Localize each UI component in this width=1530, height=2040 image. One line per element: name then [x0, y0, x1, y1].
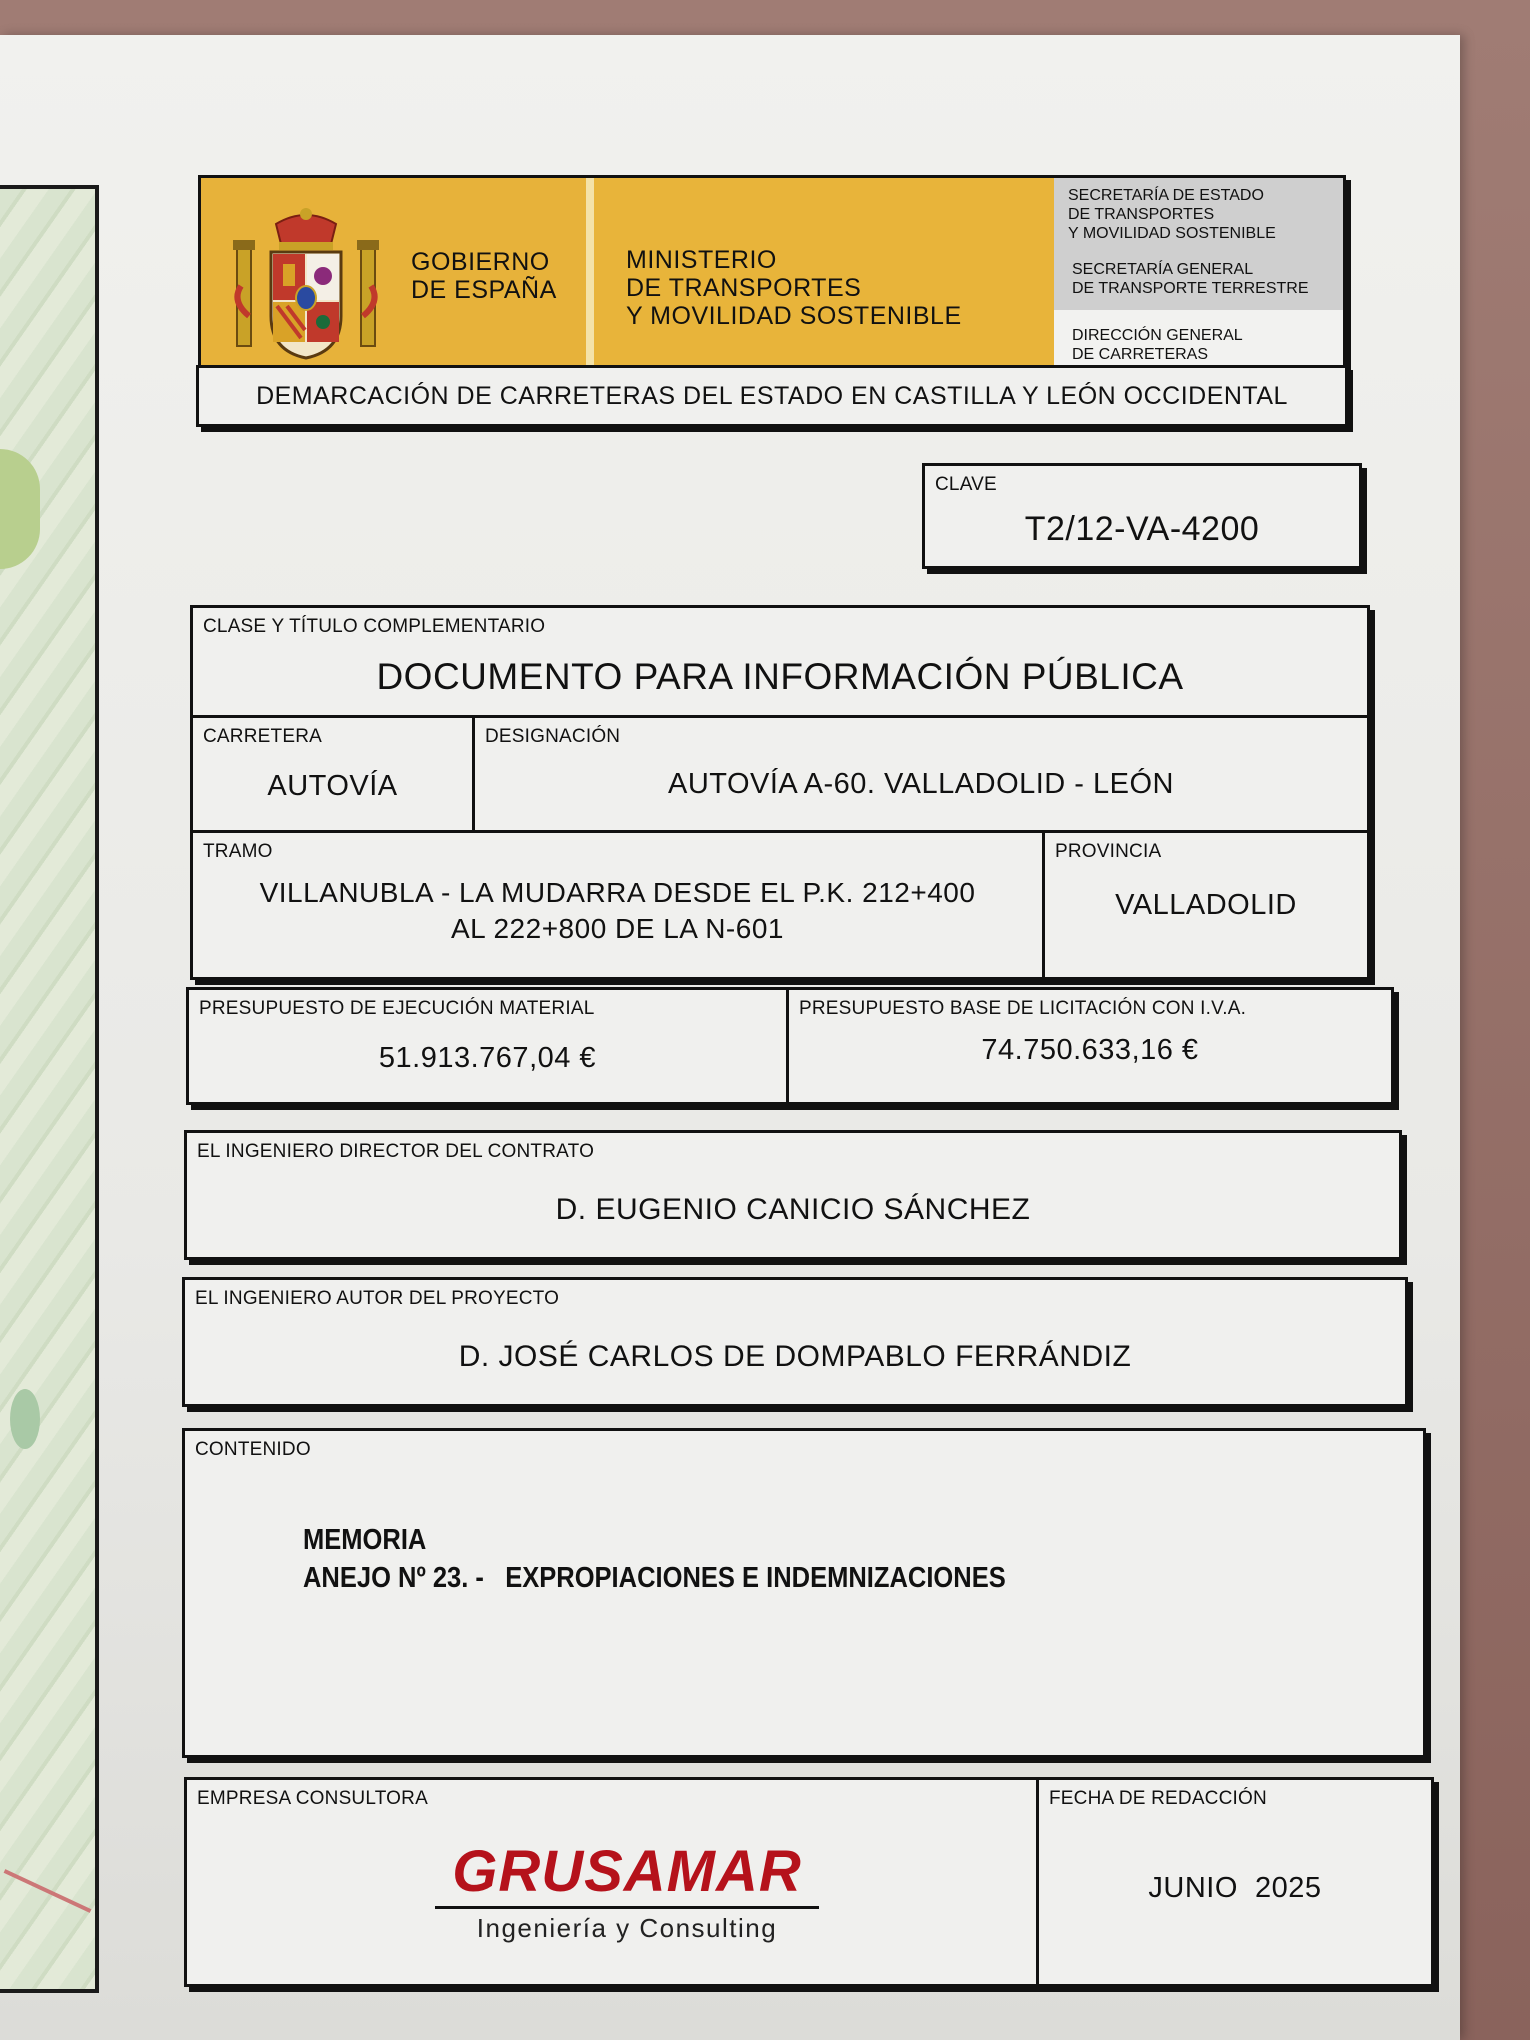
logo-rule: [435, 1906, 819, 1909]
autor-box: [182, 1277, 1408, 1407]
carretera-label: CARRETERA: [203, 726, 322, 747]
sec-line: DE TRANSPORTE TERRESTRE: [1072, 280, 1309, 297]
director-box: [184, 1130, 1402, 1260]
clase-label: CLASE Y TÍTULO COMPLEMENTARIO: [203, 616, 546, 637]
carretera-value: AUTOVÍA: [267, 770, 398, 802]
ministerio-line: Y MOVILIDAD SOSTENIBLE: [626, 302, 962, 330]
gobierno-text: [411, 248, 557, 304]
provincia-value: VALLADOLID: [1115, 889, 1297, 921]
fecha-cell: [1039, 1780, 1431, 1984]
map-region: [10, 1389, 40, 1449]
designacion-label: DESIGNACIÓN: [485, 726, 621, 747]
fecha-value: JUNIO 2025: [1148, 1872, 1322, 1904]
provincia-label: PROVINCIA: [1055, 841, 1162, 862]
contenido-label: CONTENIDO: [195, 1439, 311, 1460]
provincia-cell: [1045, 833, 1367, 977]
gobierno-line: GOBIERNO: [411, 248, 550, 276]
ministerio-text: [626, 246, 962, 330]
gobierno-panel: [201, 178, 586, 387]
presupuesto-licitacion-value: 74.750.633,16 €: [981, 1034, 1199, 1066]
clave-value: T2/12-VA-4200: [1024, 510, 1260, 548]
tramo-line: AL 222+800 DE LA N-601: [451, 913, 784, 944]
designacion-value: AUTOVÍA A-60. VALLADOLID - LEÓN: [667, 768, 1174, 800]
sec-line: SECRETARÍA GENERAL: [1072, 261, 1254, 278]
sec-line: Y MOVILIDAD SOSTENIBLE: [1068, 225, 1276, 242]
contenido-list: [303, 1521, 1006, 1597]
header-divider: [586, 178, 594, 387]
coat-of-arms-icon: [231, 206, 381, 366]
empresa-label: EMPRESA CONSULTORA: [197, 1788, 428, 1809]
logo-tagline: Ingeniería y Consulting: [476, 1913, 778, 1943]
government-header: [198, 175, 1346, 390]
document-cover: [0, 35, 1460, 2040]
secretaria-panel: [1054, 178, 1343, 387]
demarcacion-box: [196, 365, 1348, 427]
ministerio-line: MINISTERIO: [626, 246, 777, 274]
fecha-label: FECHA DE REDACCIÓN: [1049, 1788, 1267, 1809]
empresa-cell: [187, 1780, 1039, 1984]
clase-value: DOCUMENTO PARA INFORMACIÓN PÚBLICA: [376, 656, 1184, 697]
autor-value: D. JOSÉ CARLOS DE DOMPABLO FERRÁNDIZ: [458, 1340, 1132, 1373]
clave-box: [922, 463, 1362, 569]
autor-label: EL INGENIERO AUTOR DEL PROYECTO: [195, 1288, 560, 1309]
contenido-box: [182, 1428, 1426, 1758]
presupuesto-box: [186, 987, 1394, 1105]
clase-cell: [193, 608, 1367, 718]
director-value: D. EUGENIO CANICIO SÁNCHEZ: [555, 1193, 1031, 1226]
empresa-fecha-box: [184, 1777, 1434, 1987]
contenido-item: MEMORIA: [303, 1524, 427, 1556]
presupuesto-material-value: 51.913.767,04 €: [378, 1042, 597, 1074]
map-region: [0, 449, 40, 569]
tramo-cell: [193, 833, 1045, 977]
sec-line: DIRECCIÓN GENERAL: [1072, 327, 1243, 344]
sec-line: DE TRANSPORTES: [1068, 206, 1215, 223]
sec-line: SECRETARÍA DE ESTADO: [1068, 187, 1264, 204]
proyecto-table: [190, 605, 1370, 980]
map-strip: [0, 185, 99, 1993]
map-road: [4, 1869, 92, 1913]
sec-line: DE CARRETERAS: [1072, 346, 1209, 363]
ministerio-line: DE TRANSPORTES: [626, 274, 862, 302]
carretera-cell: [193, 718, 475, 833]
ministerio-panel: [594, 178, 1054, 387]
anejo-number: ANEJO Nº 23. -: [303, 1562, 484, 1594]
logo-name: GRUSAMAR: [452, 1839, 802, 1904]
contenido-item: [303, 1559, 1006, 1597]
presupuesto-licitacion-label: PRESUPUESTO BASE DE LICITACIÓN CON I.V.A.: [799, 998, 1247, 1019]
gobierno-line: DE ESPAÑA: [411, 276, 557, 304]
presupuesto-licitacion-cell: [789, 990, 1391, 1102]
presupuesto-material-label: PRESUPUESTO DE EJECUCIÓN MATERIAL: [199, 998, 595, 1019]
tramo-value: [193, 875, 1042, 947]
director-label: EL INGENIERO DIRECTOR DEL CONTRATO: [197, 1141, 595, 1162]
designacion-cell: [475, 718, 1367, 833]
presupuesto-material-cell: [189, 990, 789, 1102]
secretaria-estado: [1068, 186, 1276, 243]
demarcacion-text: DEMARCACIÓN DE CARRETERAS DEL ESTADO EN CASTILLA Y LEÓN OCCIDENTAL: [256, 382, 1288, 410]
anejo-title: EXPROPIACIONES E INDEMNIZACIONES: [505, 1562, 1006, 1594]
tramo-line: VILLANUBLA - LA MUDARRA DESDE EL P.K. 212+400: [259, 877, 976, 908]
clave-label: CLAVE: [935, 474, 997, 495]
grusamar-logo: [427, 1840, 827, 1944]
direccion-general: [1072, 326, 1243, 364]
secretaria-general: [1072, 260, 1309, 298]
tramo-label: TRAMO: [203, 841, 273, 862]
